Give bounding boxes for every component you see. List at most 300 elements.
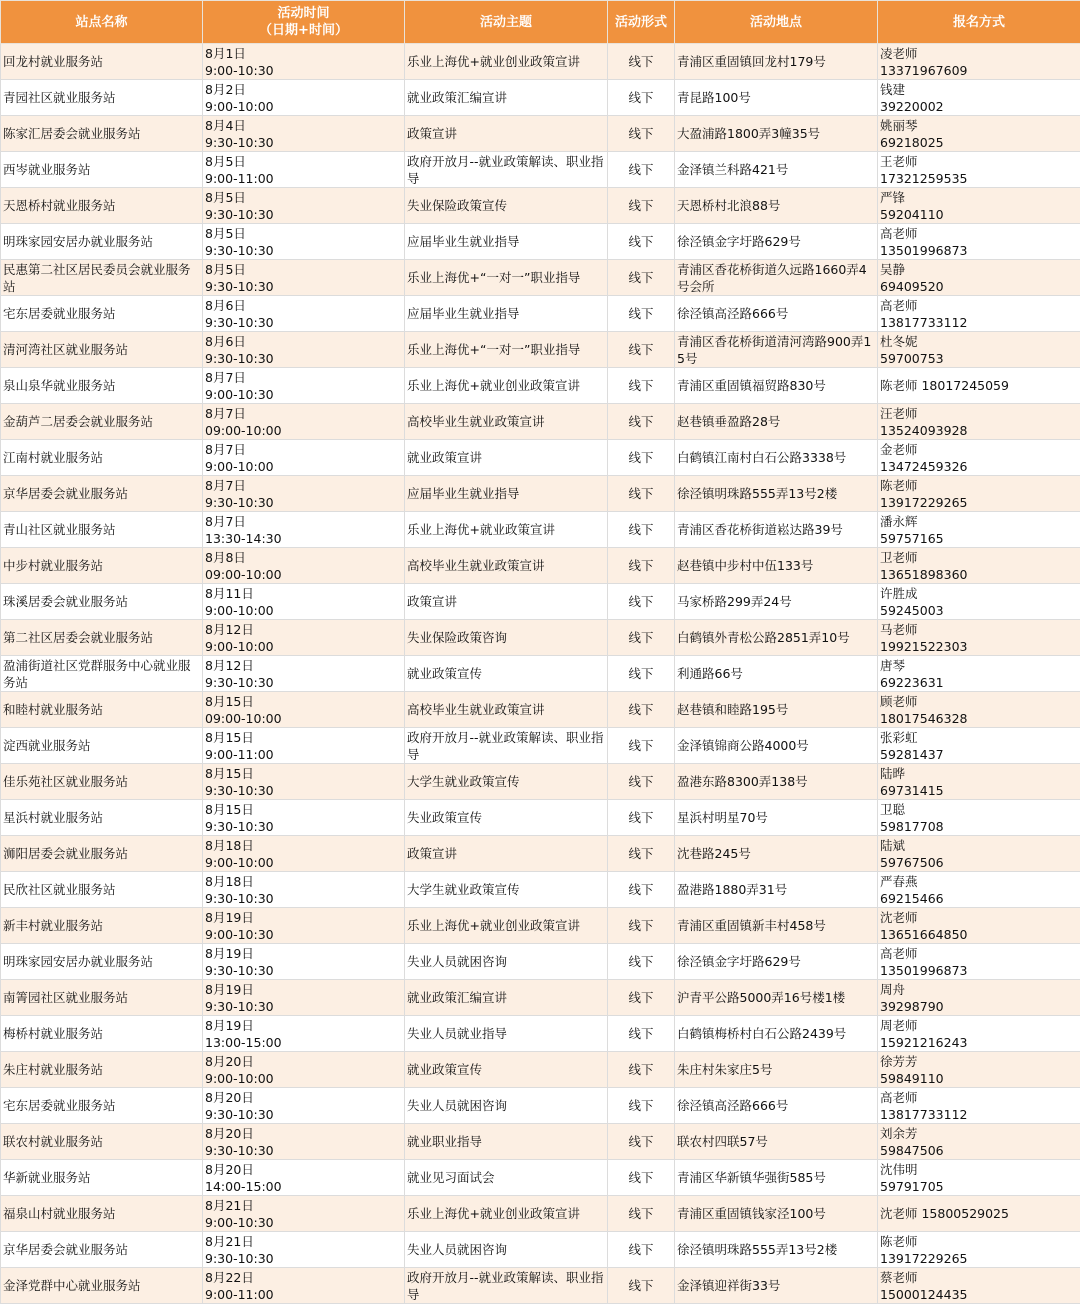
activity-time-cell: [203, 1232, 405, 1268]
activity-form: 线下: [628, 558, 654, 573]
activity-theme-cell: [405, 800, 608, 836]
activity-location-cell: [675, 764, 878, 800]
activity-theme: 失业保险政策咨询: [407, 630, 508, 645]
station-name: 淀西就业服务站: [3, 738, 91, 753]
activity-theme: 应届毕业生就业指导: [407, 306, 520, 321]
activity-theme: 政策宣讲: [407, 126, 458, 141]
signup-contact: 周老师: [880, 1017, 918, 1033]
signup-contact: 金老师: [880, 441, 918, 457]
activity-form-cell: [608, 944, 675, 980]
activity-form-cell: [608, 224, 675, 260]
activity-date: 8月12日: [205, 657, 254, 673]
activity-time: 09:00-10:00: [205, 710, 282, 726]
signup-contact: 汪老师: [880, 405, 918, 421]
station-name-cell: [1, 296, 203, 332]
activity-location-cell: [675, 980, 878, 1016]
station-name: 宅东居委就业服务站: [3, 1098, 116, 1113]
signup-phone: 13817733112: [880, 314, 968, 330]
activity-time-cell: [203, 836, 405, 872]
activity-date: 8月7日: [205, 405, 246, 421]
activity-date: 8月5日: [205, 153, 246, 169]
activity-date: 8月1日: [205, 45, 246, 61]
activity-time-cell: [203, 476, 405, 512]
activity-date: 8月6日: [205, 333, 246, 349]
activity-location: 盈港东路8300弄138号: [677, 774, 808, 789]
activity-form-cell: [608, 1196, 675, 1232]
activity-location: 青浦区香花桥街道清河湾路900弄15号: [677, 333, 872, 366]
activity-location: 星浜村明星70号: [677, 810, 768, 825]
signup-cell: [878, 764, 1080, 800]
table-row: [1, 620, 1080, 656]
station-name-cell: [1, 368, 203, 404]
station-name-cell: [1, 440, 203, 476]
activity-time: 9:30-10:30: [205, 314, 274, 330]
signup-cell: [878, 656, 1080, 692]
signup-cell: [878, 836, 1080, 872]
signup-contact: 沈老师 15800529025: [880, 1206, 1009, 1221]
station-name-cell: [1, 620, 203, 656]
signup-contact: 高老师: [880, 1089, 918, 1105]
activity-time-cell: [203, 944, 405, 980]
signup-phone: 13917229265: [880, 494, 968, 510]
activity-theme-cell: [405, 476, 608, 512]
activity-location: 白鹤镇江南村白石公路3338号: [677, 450, 847, 465]
activity-location-cell: [675, 1016, 878, 1052]
activity-theme: 失业人员就困咨询: [407, 1098, 508, 1113]
activity-location-cell: [675, 1052, 878, 1088]
activity-location-cell: [675, 836, 878, 872]
activity-form: 线下: [628, 666, 654, 681]
activity-location-cell: [675, 512, 878, 548]
station-name: 回龙村就业服务站: [3, 54, 104, 69]
activity-form-cell: [608, 80, 675, 116]
activity-date: 8月12日: [205, 621, 254, 637]
table-row: [1, 44, 1080, 80]
station-name-cell: [1, 224, 203, 260]
activity-time: 9:00-11:00: [205, 1286, 274, 1302]
activity-theme: 就业政策宣传: [407, 1062, 483, 1077]
signup-cell: [878, 296, 1080, 332]
activity-form-cell: [608, 728, 675, 764]
signup-phone: 59757165: [880, 530, 944, 546]
signup-phone: 59849110: [880, 1070, 944, 1086]
activity-location-cell: [675, 1268, 878, 1304]
activity-form: 线下: [628, 378, 654, 393]
activity-time: 9:30-10:30: [205, 998, 274, 1014]
activity-theme: 应届毕业生就业指导: [407, 234, 520, 249]
activity-form: 线下: [628, 306, 654, 321]
activity-form: 线下: [628, 738, 654, 753]
activity-form: 线下: [628, 990, 654, 1005]
activity-theme-cell: [405, 80, 608, 116]
station-name: 佳乐苑社区就业服务站: [3, 774, 129, 789]
activity-form-cell: [608, 152, 675, 188]
activity-location-cell: [675, 800, 878, 836]
table-row: [1, 80, 1080, 116]
signup-cell: [878, 548, 1080, 584]
header-signup: 报名方式: [878, 1, 1080, 44]
activity-form: 线下: [628, 1026, 654, 1041]
signup-contact: 严锋: [880, 189, 906, 205]
activity-theme-cell: [405, 836, 608, 872]
station-name: 天恩桥村就业服务站: [3, 198, 116, 213]
activity-time: 9:00-10:00: [205, 854, 274, 870]
table-row: [1, 260, 1080, 296]
activity-location-cell: [675, 944, 878, 980]
activity-form: 线下: [628, 594, 654, 609]
signup-contact: 周舟: [880, 981, 906, 997]
activity-form: 线下: [628, 1062, 654, 1077]
activity-theme: 失业人员就困咨询: [407, 954, 508, 969]
activity-location-cell: [675, 440, 878, 476]
activity-location: 金泽镇锦商公路4000号: [677, 738, 809, 753]
activity-time-cell: [203, 656, 405, 692]
station-name-cell: [1, 188, 203, 224]
activity-form-cell: [608, 440, 675, 476]
activity-date: 8月20日: [205, 1125, 254, 1141]
activity-time-cell: [203, 1016, 405, 1052]
signup-phone: 69218025: [880, 134, 944, 150]
station-name-cell: [1, 1232, 203, 1268]
activity-location-cell: [675, 224, 878, 260]
header-station: 站点名称: [1, 1, 203, 44]
activity-date: 8月7日: [205, 441, 246, 457]
activity-form: 线下: [628, 846, 654, 861]
activity-location-cell: [675, 404, 878, 440]
activity-theme-cell: [405, 620, 608, 656]
activity-form-cell: [608, 1160, 675, 1196]
signup-cell: [878, 908, 1080, 944]
activity-location: 青昆路100号: [677, 90, 751, 105]
station-name: 京华居委会就业服务站: [3, 1242, 129, 1257]
header-form: 活动形式: [608, 1, 675, 44]
signup-phone: 69223631: [880, 674, 944, 690]
signup-cell: [878, 1016, 1080, 1052]
table-row: [1, 872, 1080, 908]
activity-date: 8月2日: [205, 81, 246, 97]
signup-cell: [878, 1268, 1080, 1304]
activity-form: 线下: [628, 486, 654, 501]
activity-location: 青浦区重固镇钱家泾100号: [677, 1206, 826, 1221]
activity-location: 青浦区重固镇福贸路830号: [677, 378, 826, 393]
table-row: [1, 908, 1080, 944]
activity-time-cell: [203, 764, 405, 800]
activity-form: 线下: [628, 1278, 654, 1293]
activity-theme: 失业保险政策宣传: [407, 198, 508, 213]
signup-phone: 39298790: [880, 998, 944, 1014]
activity-time-cell: [203, 548, 405, 584]
station-name-cell: [1, 908, 203, 944]
activity-form-cell: [608, 1088, 675, 1124]
activity-form-cell: [608, 44, 675, 80]
activity-theme: 就业政策宣讲: [407, 450, 483, 465]
activity-theme-cell: [405, 1016, 608, 1052]
signup-contact: 蔡老师: [880, 1269, 918, 1285]
activity-form: 线下: [628, 702, 654, 717]
signup-phone: 19921522303: [880, 638, 968, 654]
activity-theme: 政策宣讲: [407, 594, 458, 609]
signup-cell: [878, 332, 1080, 368]
activity-theme: 失业政策宣传: [407, 810, 483, 825]
table-row: [1, 764, 1080, 800]
activity-theme: 应届毕业生就业指导: [407, 486, 520, 501]
activity-date: 8月7日: [205, 369, 246, 385]
signup-cell: [878, 800, 1080, 836]
signup-phone: 59204110: [880, 206, 944, 222]
activity-theme: 失业人员就业指导: [407, 1026, 508, 1041]
activity-theme-cell: [405, 944, 608, 980]
activity-theme-cell: [405, 260, 608, 296]
table-row: [1, 1016, 1080, 1052]
activity-theme: 乐业上海优+就业创业政策宣讲: [407, 54, 580, 69]
table-row: [1, 1196, 1080, 1232]
activity-form-cell: [608, 692, 675, 728]
table-row: [1, 728, 1080, 764]
signup-contact: 唐琴: [880, 657, 906, 673]
activity-form: 线下: [628, 1170, 654, 1185]
activity-location: 沪青平公路5000弄16号楼1楼: [677, 990, 846, 1005]
activity-location-cell: [675, 1196, 878, 1232]
activity-theme-cell: [405, 152, 608, 188]
activity-theme: 乐业上海优+就业政策宣讲: [407, 522, 555, 537]
activity-location-cell: [675, 908, 878, 944]
activity-location: 徐泾镇明珠路555弄13号2楼: [677, 1242, 838, 1257]
signup-contact: 陈老师: [880, 477, 918, 493]
activity-time: 9:00-10:00: [205, 98, 274, 114]
signup-contact: 吴静: [880, 261, 906, 277]
activity-theme-cell: [405, 1160, 608, 1196]
activity-time: 9:00-10:00: [205, 458, 274, 474]
table-row: [1, 368, 1080, 404]
table-row: [1, 332, 1080, 368]
activity-form: 线下: [628, 342, 654, 357]
activity-location: 青浦区重固镇回龙村179号: [677, 54, 826, 69]
table-row: [1, 224, 1080, 260]
activity-form-cell: [608, 1232, 675, 1268]
station-name-cell: [1, 692, 203, 728]
station-name-cell: [1, 404, 203, 440]
table-row: [1, 692, 1080, 728]
signup-phone: 59847506: [880, 1142, 944, 1158]
activity-location: 青浦区重固镇新丰村458号: [677, 918, 826, 933]
signup-cell: [878, 1160, 1080, 1196]
activity-location: 徐泾镇金字圩路629号: [677, 234, 801, 249]
activity-theme-cell: [405, 764, 608, 800]
station-name: 青园社区就业服务站: [3, 90, 116, 105]
activity-location: 青浦区香花桥街道崧达路39号: [677, 522, 843, 537]
signup-phone: 13472459326: [880, 458, 968, 474]
station-name: 盈浦街道社区党群服务中心就业服务站: [3, 657, 191, 690]
station-name: 陈家汇居委会就业服务站: [3, 126, 141, 141]
activity-time-cell: [203, 872, 405, 908]
activity-theme: 就业职业指导: [407, 1134, 483, 1149]
signup-cell: [878, 944, 1080, 980]
activity-time: 14:00-15:00: [205, 1178, 282, 1194]
activity-form: 线下: [628, 270, 654, 285]
signup-contact: 刘余芳: [880, 1125, 918, 1141]
activity-time: 9:30-10:30: [205, 1250, 274, 1266]
activity-date: 8月5日: [205, 189, 246, 205]
activity-form-cell: [608, 908, 675, 944]
signup-cell: [878, 440, 1080, 476]
signup-phone: 13917229265: [880, 1250, 968, 1266]
activity-form-cell: [608, 512, 675, 548]
station-name: 宅东居委就业服务站: [3, 306, 116, 321]
activity-location: 赵巷镇中步村中伍133号: [677, 558, 814, 573]
signup-cell: [878, 224, 1080, 260]
signup-cell: [878, 872, 1080, 908]
activity-time: 9:30-10:30: [205, 242, 274, 258]
activity-location: 赵巷镇垂盈路28号: [677, 414, 781, 429]
header-location: 活动地点: [675, 1, 878, 44]
station-name: 明珠家园安居办就业服务站: [3, 954, 154, 969]
activity-time: 9:00-10:30: [205, 62, 274, 78]
table-row: [1, 1052, 1080, 1088]
signup-phone: 59700753: [880, 350, 944, 366]
signup-contact: 钱建: [880, 81, 906, 97]
activity-theme-cell: [405, 548, 608, 584]
activity-form: 线下: [628, 126, 654, 141]
activity-time: 9:30-10:30: [205, 962, 274, 978]
activity-theme-cell: [405, 980, 608, 1016]
signup-contact: 卫老师: [880, 549, 918, 565]
activity-theme-cell: [405, 728, 608, 764]
activity-form: 线下: [628, 54, 654, 69]
station-name: 新丰村就业服务站: [3, 918, 104, 933]
activity-form: 线下: [628, 1242, 654, 1257]
activity-theme: 政府开放月--就业政策解读、职业指导: [407, 729, 604, 762]
activity-location-cell: [675, 1088, 878, 1124]
activity-location-cell: [675, 872, 878, 908]
table-row: [1, 116, 1080, 152]
activity-time: 9:30-10:30: [205, 818, 274, 834]
activity-form: 线下: [628, 162, 654, 177]
signup-cell: [878, 152, 1080, 188]
signup-phone: 59791705: [880, 1178, 944, 1194]
activity-time-cell: [203, 368, 405, 404]
signup-phone: 59767506: [880, 854, 944, 870]
activity-time: 9:30-10:30: [205, 1106, 274, 1122]
activity-location-cell: [675, 656, 878, 692]
activity-date: 8月11日: [205, 585, 254, 601]
activity-date: 8月19日: [205, 945, 254, 961]
station-name: 民欣社区就业服务站: [3, 882, 116, 897]
activity-form-cell: [608, 1268, 675, 1304]
activity-time: 9:30-10:30: [205, 890, 274, 906]
activity-theme-cell: [405, 44, 608, 80]
table-row: [1, 656, 1080, 692]
signup-cell: [878, 620, 1080, 656]
activity-time-cell: [203, 332, 405, 368]
signup-cell: [878, 1232, 1080, 1268]
activity-location-cell: [675, 1160, 878, 1196]
station-name-cell: [1, 728, 203, 764]
activity-location-cell: [675, 296, 878, 332]
station-name: 金泽党群中心就业服务站: [3, 1278, 141, 1293]
activity-theme-cell: [405, 224, 608, 260]
activity-date: 8月15日: [205, 693, 254, 709]
activity-date: 8月20日: [205, 1161, 254, 1177]
station-name: 梅桥村就业服务站: [3, 1026, 104, 1041]
activity-theme: 失业人员就困咨询: [407, 1242, 508, 1257]
activity-date: 8月18日: [205, 837, 254, 853]
station-name-cell: [1, 1052, 203, 1088]
activity-date: 8月19日: [205, 1017, 254, 1033]
activity-form-cell: [608, 1016, 675, 1052]
station-name-cell: [1, 944, 203, 980]
activity-time-cell: [203, 260, 405, 296]
activity-time-cell: [203, 116, 405, 152]
signup-contact: 沈老师: [880, 909, 918, 925]
table-row: [1, 800, 1080, 836]
activity-time: 9:00-11:00: [205, 170, 274, 186]
table-row: [1, 836, 1080, 872]
activity-location: 马家桥路299弄24号: [677, 594, 792, 609]
activity-theme-cell: [405, 692, 608, 728]
activity-time-cell: [203, 296, 405, 332]
activity-time: 9:30-10:30: [205, 134, 274, 150]
activity-theme: 乐业上海优+就业创业政策宣讲: [407, 918, 580, 933]
station-name-cell: [1, 836, 203, 872]
signup-contact: 卫聪: [880, 801, 906, 817]
activity-time-cell: [203, 440, 405, 476]
activity-location-cell: [675, 368, 878, 404]
activity-theme: 就业政策汇编宣讲: [407, 990, 508, 1005]
table-row: [1, 296, 1080, 332]
header-theme: 活动主题: [405, 1, 608, 44]
activity-form-cell: [608, 548, 675, 584]
signup-contact: 高老师: [880, 297, 918, 313]
station-name-cell: [1, 1124, 203, 1160]
activity-theme-cell: [405, 332, 608, 368]
activity-time: 9:00-11:00: [205, 746, 274, 762]
activity-form-cell: [608, 620, 675, 656]
station-name-cell: [1, 80, 203, 116]
activity-time-cell: [203, 188, 405, 224]
activity-theme-cell: [405, 1268, 608, 1304]
station-name-cell: [1, 584, 203, 620]
station-name-cell: [1, 260, 203, 296]
activity-time-cell: [203, 692, 405, 728]
signup-phone: 69731415: [880, 782, 944, 798]
signup-contact: 许胜成: [880, 585, 918, 601]
signup-phone: 59281437: [880, 746, 944, 762]
signup-cell: [878, 404, 1080, 440]
signup-cell: [878, 368, 1080, 404]
signup-contact: 陆斌: [880, 837, 906, 853]
activity-time: 13:00-15:00: [205, 1034, 282, 1050]
activity-theme: 高校毕业生就业政策宣讲: [407, 558, 545, 573]
activity-form-cell: [608, 656, 675, 692]
activity-time: 9:30-10:30: [205, 350, 274, 366]
activity-form: 线下: [628, 1206, 654, 1221]
activity-date: 8月20日: [205, 1053, 254, 1069]
activity-theme: 政府开放月--就业政策解读、职业指导: [407, 153, 604, 186]
activity-location-cell: [675, 584, 878, 620]
activity-theme: 大学生就业政策宣传: [407, 774, 520, 789]
station-name: 珠溪居委会就业服务站: [3, 594, 129, 609]
activity-date: 8月21日: [205, 1197, 254, 1213]
signup-contact: 徐芳芳: [880, 1053, 918, 1069]
signup-cell: [878, 260, 1080, 296]
station-name-cell: [1, 152, 203, 188]
station-name: 清河湾社区就业服务站: [3, 342, 129, 357]
signup-phone: 13524093928: [880, 422, 968, 438]
activity-time-cell: [203, 800, 405, 836]
activity-form: 线下: [628, 630, 654, 645]
station-name: 中步村就业服务站: [3, 558, 104, 573]
station-name: 星浜村就业服务站: [3, 810, 104, 825]
